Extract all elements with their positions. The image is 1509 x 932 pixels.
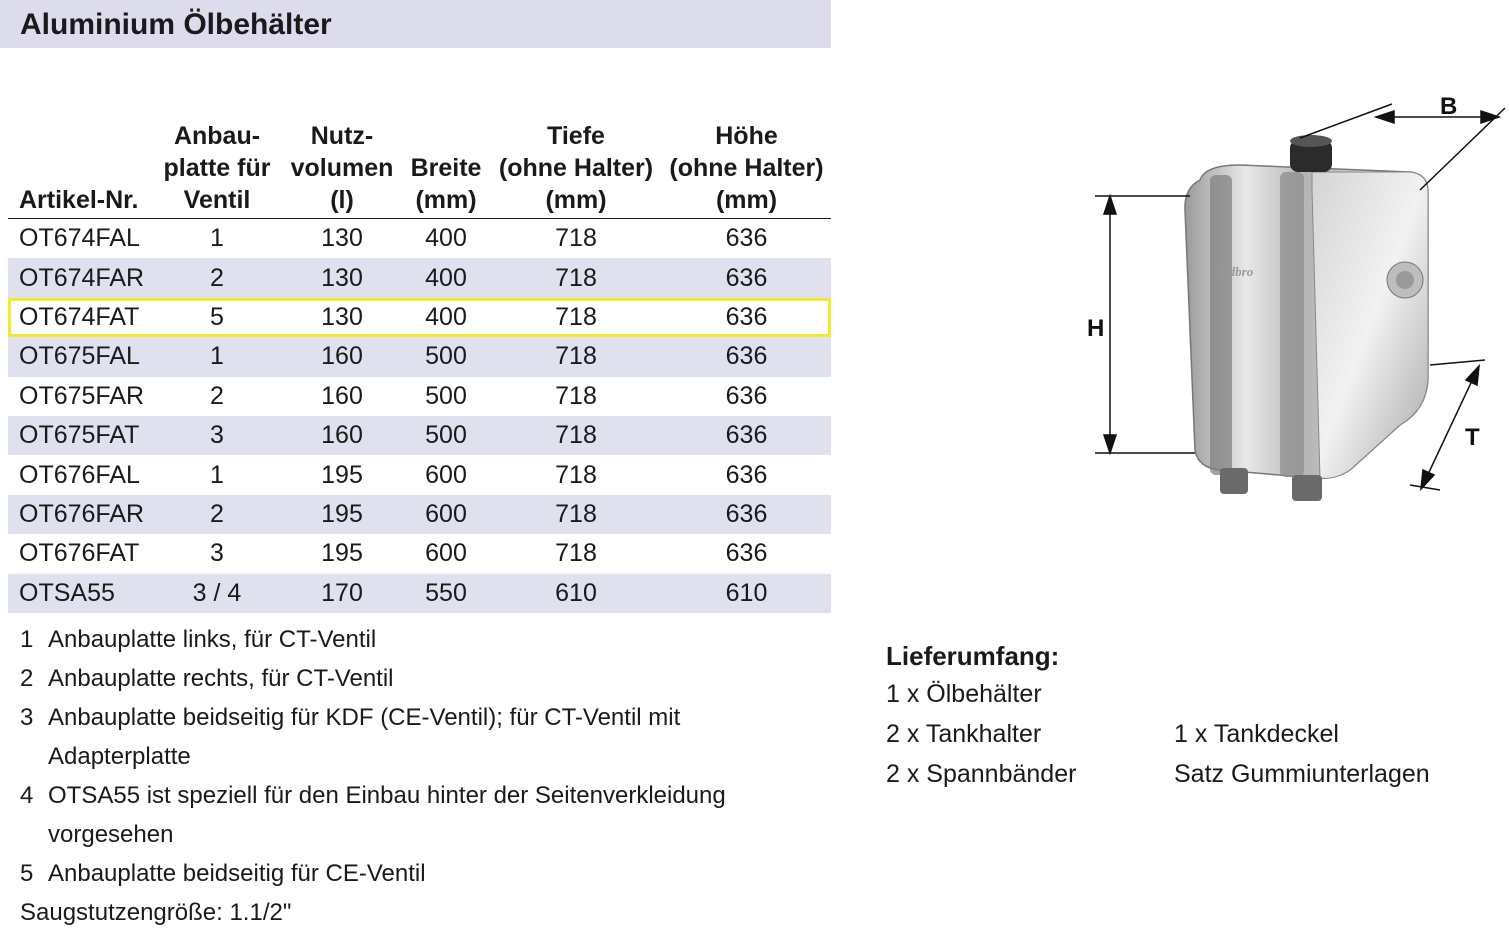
column-header-line: (mm): [545, 186, 607, 214]
table-cell: 160: [321, 421, 363, 450]
column-header-line: volumen: [290, 154, 394, 182]
table-cell: 636: [725, 224, 768, 253]
column-header-line: platte für: [163, 154, 271, 182]
table-cell: 1: [210, 342, 224, 371]
table-cell: 3: [210, 421, 224, 450]
table-cell: 610: [555, 578, 597, 607]
footnote-text: OTSA55 ist speziell für den Einbau hinter der Seitenverkleidung vorgesehen: [48, 782, 726, 848]
column-header-line: Tiefe: [547, 122, 605, 150]
table-cell: 5: [152, 298, 282, 337]
footnote-text: Anbauplatte rechts, für CT-Ventil: [48, 665, 394, 692]
table-body: [8, 219, 831, 613]
table-cell: OT676FAR: [19, 499, 145, 528]
column-header-line: (mm): [415, 186, 477, 214]
table-row: [8, 495, 831, 534]
table-cell: 636: [725, 499, 768, 528]
lieferumfang-item: 1 x Ölbehälter: [886, 680, 1042, 708]
table-cell: 636: [725, 263, 768, 292]
footnote-number: 5: [20, 860, 34, 887]
table-row: [8, 337, 831, 376]
table-cell: 500: [425, 421, 467, 450]
footnote-number: 3: [20, 704, 34, 731]
table-cell: 1: [210, 224, 224, 253]
table-cell: 636: [725, 421, 768, 450]
column-header-line: (mm): [715, 186, 778, 214]
column-header-line: Anbau-: [173, 122, 261, 150]
table-row: [8, 258, 831, 297]
table-row: [8, 534, 831, 573]
table-cell: 130: [321, 263, 363, 292]
table-cell: 636: [725, 381, 768, 410]
lieferumfang-heading: Lieferumfang:: [886, 641, 1060, 671]
footnote: [20, 659, 820, 698]
tank-figure: [1080, 80, 1509, 510]
table-cell: OT675FAL: [19, 342, 140, 371]
table-cell: 500: [425, 381, 467, 410]
column-header: [490, 120, 662, 219]
table-cell: 600: [425, 499, 467, 528]
table-row: [8, 377, 831, 416]
column-header-line: Artikel-Nr.: [19, 186, 139, 214]
column-header-line: Höhe: [715, 122, 778, 150]
table-cell: 3: [210, 539, 224, 568]
table-row: [8, 574, 831, 613]
dim-h-label: H: [1087, 315, 1105, 342]
table-cell: OT674FAL: [19, 224, 140, 253]
table-cell: 195: [321, 499, 363, 528]
column-header-line: Ventil: [183, 186, 251, 214]
table-cell: 600: [425, 460, 467, 489]
table-cell: 718: [555, 460, 597, 489]
table-cell: 400: [402, 298, 490, 337]
table-cell: OT674FAR: [19, 263, 145, 292]
table-cell: 636: [725, 539, 768, 568]
lieferumfang-item: [1174, 674, 1474, 714]
table-cell: OT676FAT: [19, 539, 140, 568]
title-bar: [0, 0, 831, 48]
table-cell: 636: [725, 342, 768, 371]
column-header-line: Nutz-: [310, 122, 374, 150]
lieferumfang-item: Satz Gummiunterlagen: [1174, 760, 1430, 788]
footnote-number: 1: [20, 626, 34, 653]
table-cell: 2: [210, 499, 224, 528]
table-cell: 170: [321, 578, 363, 607]
lieferumfang: [886, 640, 1474, 794]
footnote: [20, 620, 820, 659]
table-cell: OT676FAL: [19, 460, 140, 489]
lieferumfang-item: 2 x Spannbänder: [886, 760, 1077, 788]
table-cell: 500: [425, 342, 467, 371]
table-cell: 160: [321, 342, 363, 371]
table-cell: 718: [555, 342, 597, 371]
column-header-line: (ohne Halter): [498, 154, 654, 182]
column-header-line: Breite: [410, 154, 482, 182]
table-cell: 600: [425, 539, 467, 568]
table-row: [8, 416, 831, 455]
table-cell: 400: [425, 224, 467, 253]
footnote-text: Anbauplatte beidseitig für CE-Ventil: [48, 860, 426, 887]
table-cell: 1: [210, 460, 224, 489]
footnote-text: Anbauplatte beidseitig für KDF (CE-Ventil); für CT-Ventil mit Adapterplatte: [48, 704, 681, 770]
table-row: [8, 219, 831, 259]
table-cell: OT674FAT: [8, 298, 152, 337]
table-cell: 718: [555, 381, 597, 410]
table-row: [8, 298, 831, 337]
table-cell: OT675FAR: [19, 381, 145, 410]
suction-size: Saugstutzengröße: 1.1/2": [20, 899, 292, 926]
column-header: [282, 120, 402, 219]
column-header: [152, 120, 282, 219]
table-cell: 160: [321, 381, 363, 410]
footnote: [20, 698, 820, 776]
table-cell: 3 / 4: [192, 578, 242, 607]
footnotes: [20, 620, 820, 932]
table-cell: 195: [321, 460, 363, 489]
table-cell: OTSA55: [19, 578, 115, 607]
column-header: [402, 120, 490, 219]
table-cell: 718: [555, 224, 597, 253]
table-cell: 718: [555, 263, 597, 292]
table-cell: 718: [555, 499, 597, 528]
table-cell: 718: [555, 539, 597, 568]
table-header: [8, 120, 831, 219]
table-cell: 2: [210, 381, 224, 410]
lieferumfang-list: [886, 674, 1474, 794]
table-row: [8, 455, 831, 494]
table-cell: 636: [725, 460, 768, 489]
table-cell: 718: [555, 421, 597, 450]
tank-body: [1185, 135, 1428, 501]
table-cell: 130: [321, 224, 363, 253]
footnote-number: 4: [20, 782, 34, 809]
dim-t-label: T: [1465, 424, 1480, 451]
footnote: [20, 854, 820, 893]
footnote-number: 2: [20, 665, 34, 692]
table-cell: 636: [662, 298, 831, 337]
column-header: [662, 120, 831, 219]
table-cell: 2: [210, 263, 224, 292]
column-header-line: (l): [330, 186, 354, 214]
column-header-line: (ohne Halter): [669, 154, 824, 182]
dim-b-label: B: [1440, 93, 1458, 120]
table-cell: 610: [725, 578, 768, 607]
table-cell: 718: [490, 298, 662, 337]
column-header: [8, 120, 152, 219]
table-cell: 400: [425, 263, 467, 292]
table-cell: 550: [425, 578, 467, 607]
table-cell: 195: [321, 539, 363, 568]
lieferumfang-item: 2 x Tankhalter: [886, 720, 1042, 748]
brand-mark: Edbro: [1220, 264, 1254, 279]
page-title: Aluminium Ölbehälter: [20, 8, 332, 41]
footnote-text: Anbauplatte links, für CT-Ventil: [48, 626, 377, 653]
table-cell: OT675FAT: [19, 421, 140, 450]
lieferumfang-item: 1 x Tankdeckel: [1174, 720, 1339, 748]
table-cell: 130: [282, 298, 402, 337]
spec-table: [8, 120, 831, 613]
footnote: [20, 776, 820, 854]
